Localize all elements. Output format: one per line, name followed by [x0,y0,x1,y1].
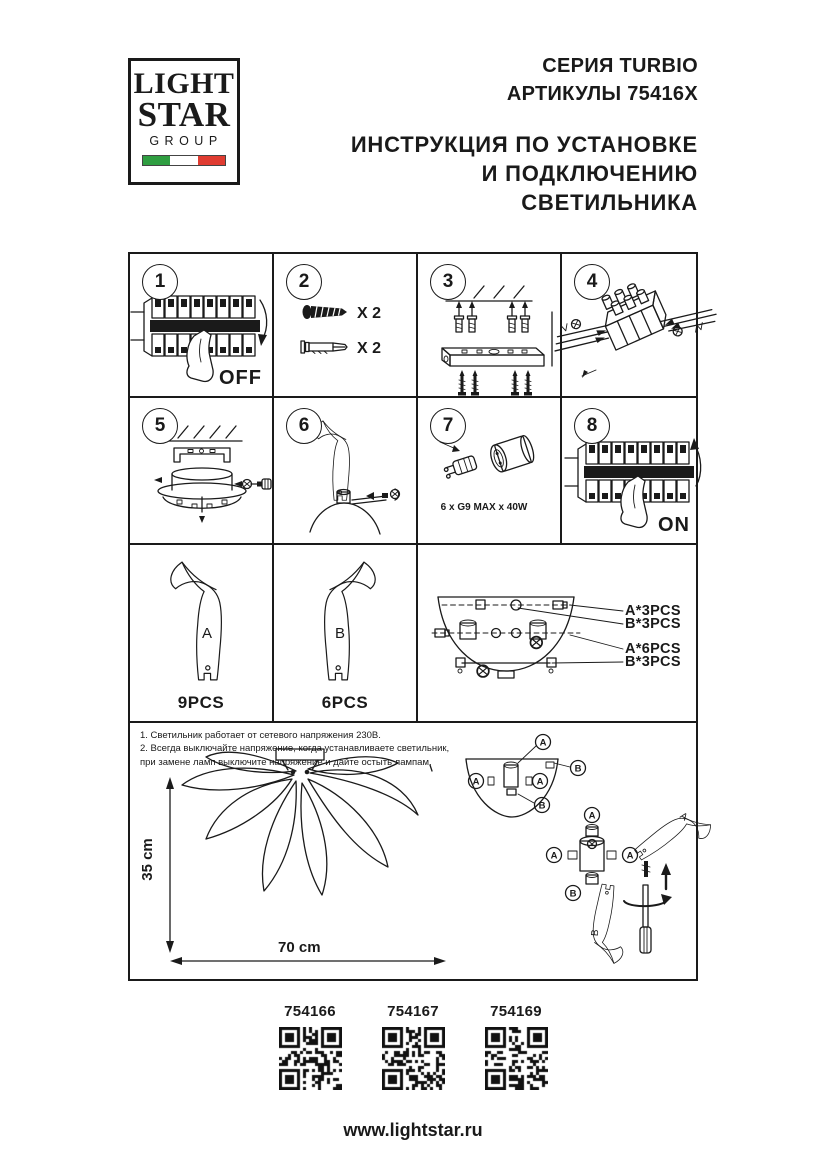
part-b-qty: 6PCS [321,693,369,712]
g9-bulb-icon [443,455,478,478]
flag-white [170,156,197,165]
screw-icon [303,305,348,319]
callout-b3pcs-2: B*3PCS [625,654,681,670]
blade-b-illustration [274,545,416,693]
part-b-letter: B [334,625,346,642]
product-754169 [484,1003,548,1095]
canopy-base [158,468,246,523]
exploded-blade-b [588,884,631,965]
dome-assembly-illustration [418,545,701,721]
assembly-parts-panel [418,545,701,721]
step-1-number: 1 [142,264,178,300]
socket-callout-a-left: A [550,850,558,862]
lightstar-logo [128,58,240,185]
socket-assembly [547,808,638,901]
dome-callout-b-right: B [574,763,582,775]
product-754167 [381,1003,445,1095]
step-4-panel [562,254,704,396]
article-number: 754166 [284,1003,336,1020]
document-header [320,52,698,217]
main-title-line1: ИНСТРУКЦИЯ ПО УСТАНОВКЕ [350,132,698,157]
step-6-number: 6 [286,408,322,444]
instruction-grid [128,252,698,981]
blade-a-illustration [130,545,272,693]
height-dimension [166,777,174,953]
flag-red [198,156,225,165]
product-qr-section [0,1003,826,1095]
step-6-panel [274,398,418,543]
terminal-block [543,258,719,388]
note-line-1: 1. Светильник работает от сетевого напряжения 230В. [140,730,381,741]
lamp-socket-icon [488,434,537,474]
on-label: ON [658,514,690,536]
step-8-number: 8 [574,408,610,444]
note-line-3: при замене ламп выключите напряжение и дайте остыть лампам. [140,756,432,768]
italian-flag-bar [142,155,226,166]
mounting-arm [352,489,400,504]
socket-callout-a-top: A [588,810,596,822]
articles-title: АРТИКУЛЫ 75416X [506,83,698,105]
series-title: СЕРИЯ TURBIO [542,55,698,77]
dome-callout-a-top: A [539,737,547,749]
qr-code [278,1027,342,1095]
dome-callout-a-left: A [472,776,480,788]
step-5-panel [130,398,274,543]
logo-word-star: STAR [137,94,231,134]
dome-callout-a-right: A [536,776,544,788]
callout-a6pcs: A*6PCS [625,641,681,657]
part-a-letter: A [201,625,213,642]
article-number: 754169 [490,1003,542,1020]
flag-green [143,156,170,165]
dome-callout-b-bottom: B [538,800,546,812]
part-a-qty: 9PCS [177,693,225,712]
logo-word-group: GROUP [149,133,223,148]
step-2-panel [274,254,418,396]
overview-illustration [130,723,696,979]
main-title [320,130,698,217]
screwdriver-assembly [624,861,672,953]
bracket [174,448,230,462]
step-2-number: 2 [286,264,322,300]
anchor-qty-label: X 2 [357,340,382,357]
part-b-panel [274,545,418,721]
note-line-2: 2. Всегда выключайте напряжение, когда устанавливаете светильник, [140,743,450,755]
product-754166 [278,1003,342,1095]
width-dimension [170,957,446,965]
screwdriver-icon [234,479,271,489]
width-dimension-label: 70 cm [278,939,321,956]
wall-anchor-icon [301,341,347,354]
step-4-number: 4 [574,264,610,300]
socket-callout-b: B [569,888,577,900]
step-7-panel [418,398,562,543]
website-url: www.lightstar.ru [343,1120,483,1140]
chandelier-drawing [182,749,432,895]
qr-code [484,1027,548,1095]
socket-fitting-right [530,620,546,648]
logo-word-light: LIGHT [133,67,235,100]
exploded-blade-b-letter: B [589,928,602,937]
step-8-panel [562,398,704,543]
article-number: 754167 [387,1003,439,1020]
overview-panel [130,723,696,979]
part-a-panel [130,545,274,721]
exploded-assembly [466,735,715,965]
screw-qty-label: X 2 [357,305,382,322]
steps-row-1 [130,254,696,398]
exploded-dome [466,735,586,818]
callout-a3pcs: A*3PCS [625,603,681,619]
step-7-number: 7 [430,408,466,444]
mounting-bracket [442,348,544,366]
height-dimension-label: 35 cm [138,838,156,881]
bottom-row [130,723,696,979]
socket-fitting-left [460,620,489,677]
lamp-spec-label: 6 x G9 MAX x 40W [440,502,528,513]
step-5-number: 5 [142,408,178,444]
main-title-line2: И ПОДКЛЮЧЕНИЮ СВЕТИЛЬНИКА [481,161,698,216]
parts-row [130,545,696,723]
step-3-number: 3 [430,264,466,300]
step-1-panel [130,254,274,396]
off-label: OFF [219,367,262,389]
socket-callout-a-right: A [626,850,634,862]
exploded-blade-a-letter: A [677,810,690,824]
step-3-panel [418,254,562,396]
steps-row-2 [130,398,696,545]
qr-code [381,1027,445,1095]
callout-b3pcs: B*3PCS [625,616,681,632]
